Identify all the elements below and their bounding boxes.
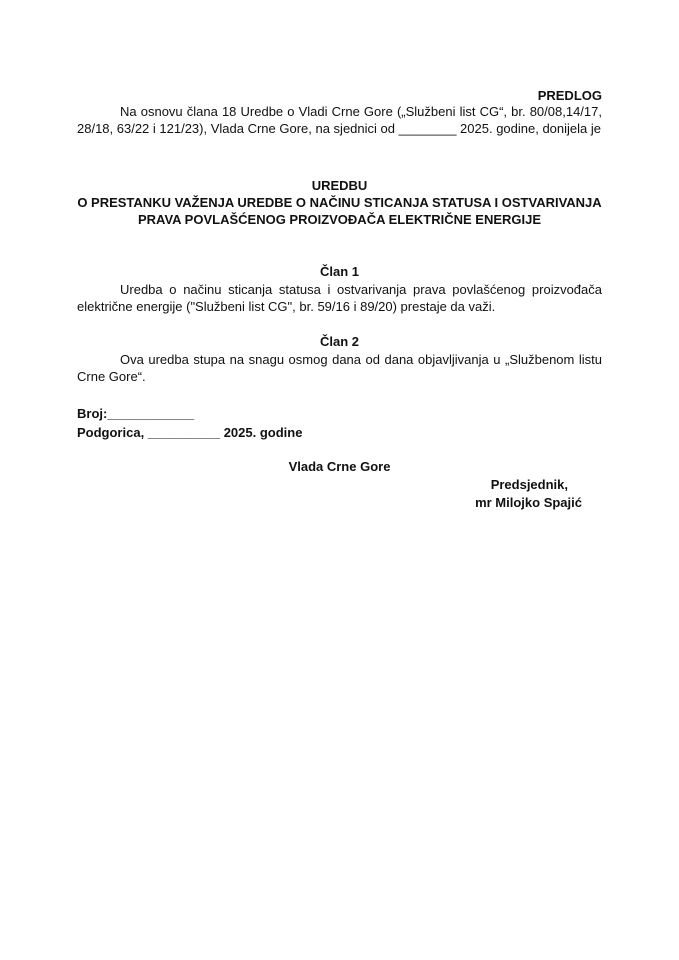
title-uredbu: UREDBU <box>311 178 368 193</box>
intro-paragraph: Na osnovu člana 18 Uredbe o Vladi Crne Gore („Službeni list CG“, br. 80/08,14/17, 28/18, 63/22 i 121/23), Vlada Crne Gore, na sjednici od ________ 2025. godine, donijela je <box>77 104 602 136</box>
predlog-label: PREDLOG <box>537 88 602 103</box>
article-1-text: Uredba o načinu sticanja statusa i ostvarivanja prava povlašćenog proizvođača električne energije ("Službeni list CG", br. 59/16 i 89/20) prestaje da važi. <box>77 282 602 314</box>
article-2-text: Ova uredba stupa na snagu osmog dana od dana objavljivanja u „Službenom listu Crne Gore“. <box>77 352 602 384</box>
place-and-date: Podgorica, __________ 2025. godine <box>77 425 303 440</box>
article-1-heading: Član 1 <box>319 264 359 279</box>
signatory-name: mr Milojko Spajić <box>475 495 582 510</box>
article-2-heading: Član 2 <box>319 334 359 349</box>
document-number: Broj:____________ <box>77 406 195 421</box>
government-name: Vlada Crne Gore <box>288 459 391 474</box>
document-title <box>77 177 602 228</box>
signatory-role: Predsjednik, <box>490 477 568 492</box>
title-subject: O PRESTANKU VAŽENJA UREDBE O NAČINU STICANJA STATUSA I OSTVARIVANJA PRAVA POVLAŠĆENOG PROIZVOĐAČA ELEKTRIČNE ENERGIJE <box>77 195 602 227</box>
